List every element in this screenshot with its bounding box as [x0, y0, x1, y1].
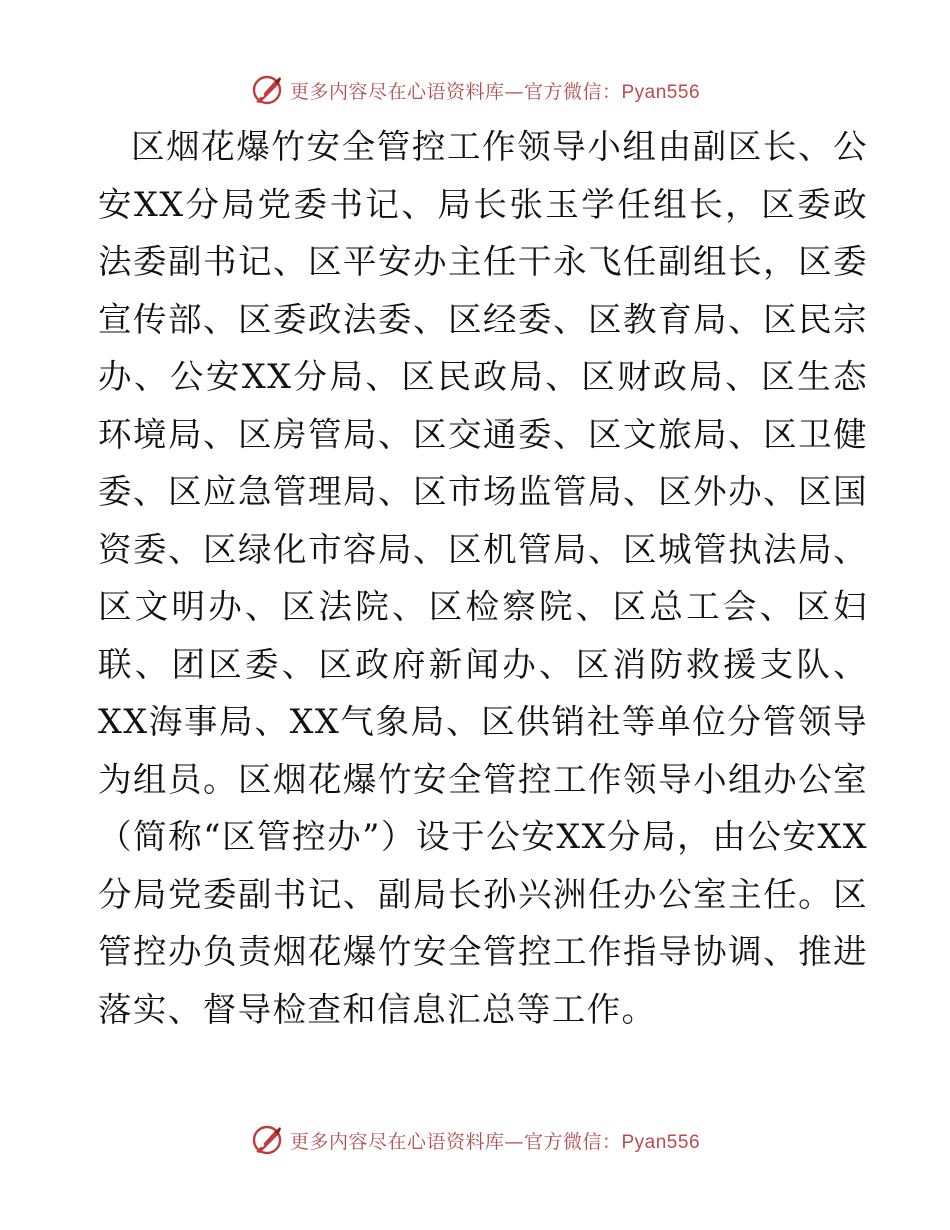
header-watermark: [0, 70, 950, 110]
body-paragraph: 区烟花爆竹安全管控工作领导小组由副区长、公安XX分局党委书记、局长张玉学任组长，区委政法委副书记、区平安办主任干永飞任副组长，区委宣传部、区委政法委、区经委、区教育局、区民宗办、公安XX分局、区民政局、区财政局、区生态环境局、区房管局、区交通委、区文旅局、区卫健委、区应急管理局、区市场监管局、区外办、区国资委、区绿化市容局、区机管局、区城管执法局、区文明办、区法院、区检察院、区总工会、区妇联、团区委、区政府新闻办、区消防救援支队、XX海事局、XX气象局、区供销社等单位分管领导为组员。区烟花爆竹安全管控工作领导小组办公室（简称“区管控办”）设于公安XX分局，由公安XX分局党委副书记、副局长孙兴洲任办公室主任。区管控办负责烟花爆竹安全管控工作指导协调、推进落实、督导检查和信息汇总等工作。: [98, 127, 868, 1029]
quill-pen-logo-icon: [250, 73, 284, 107]
watermark-text: [290, 1127, 700, 1154]
quill-pen-logo-icon: [250, 1123, 284, 1157]
watermark-text: [290, 77, 700, 104]
watermark-account: Pyan556: [621, 1131, 701, 1153]
watermark-site-text: 更多内容尽在心语资料库—官方微信：: [289, 80, 622, 103]
watermark-site-text: 更多内容尽在心语资料库—官方微信：: [289, 1130, 622, 1153]
watermark-account: Pyan556: [621, 81, 701, 103]
footer-watermark: [0, 1120, 950, 1160]
